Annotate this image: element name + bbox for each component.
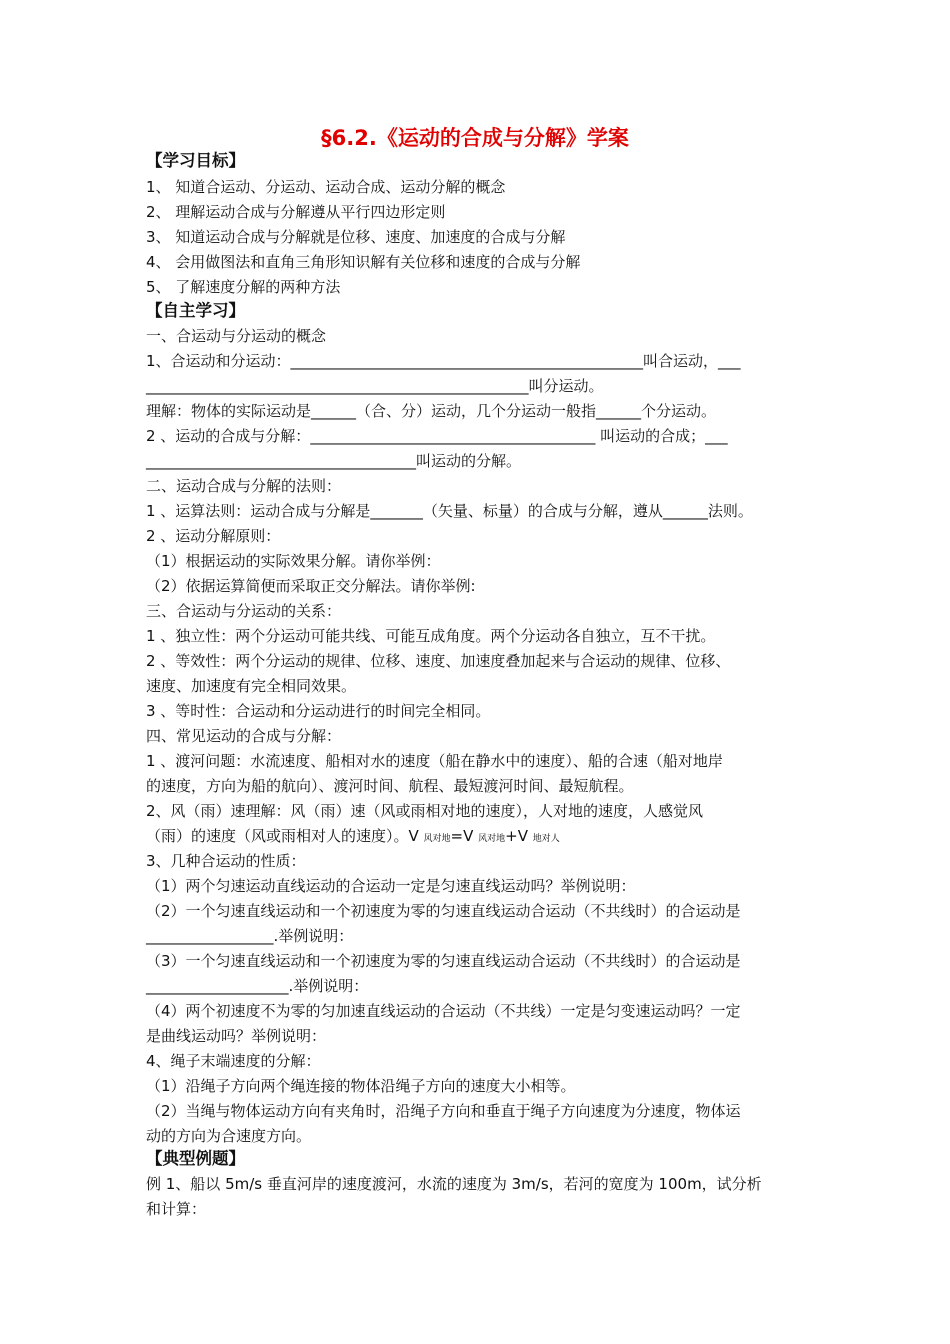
text-line: （1）根据运动的实际效果分解。请你举例： bbox=[146, 552, 441, 570]
objective-item: 1、 知道合运动、分运动、运动合成、运动分解的概念 bbox=[146, 178, 506, 196]
fill-blank-line: 理解：物体的实际运动是______（合、分）运动，几个分运动一般指______个分运动。 bbox=[146, 402, 717, 420]
text-line: 动的方向为合速度方向。 bbox=[146, 1127, 312, 1145]
text-line: （2）依据运算简便而采取正交分解法。请你举例: bbox=[146, 577, 476, 595]
text-line: 四、常见运动的合成与分解： bbox=[146, 727, 342, 745]
formula-part: =V bbox=[450, 827, 479, 845]
text-line: （2）一个匀速直线运动和一个初速度为零的匀速直线运动合运动（不共线时）的合运动是 bbox=[146, 902, 741, 920]
subscript: 地对人 bbox=[532, 834, 560, 844]
text-line: 3 、等时性：合运动和分运动进行的时间完全相同。 bbox=[146, 702, 491, 720]
subscript: 风对地 bbox=[423, 834, 451, 844]
text-line: 2 、等效性：两个分运动的规律、位移、速度、加速度叠加起来与合运动的规律、位移、 bbox=[146, 652, 731, 670]
text-line: （2）当绳与物体运动方向有夹角时，沿绳子方向和垂直于绳子方向速度为分速度，物体运 bbox=[146, 1102, 741, 1120]
text-line: 2 、运动分解原则： bbox=[146, 527, 281, 545]
text-line: （1）沿绳子方向两个绳连接的物体沿绳子方向的速度大小相等。 bbox=[146, 1077, 576, 1095]
text-line: 速度、加速度有完全相同效果。 bbox=[146, 677, 357, 695]
section-heading-self-study: 【自主学习】 bbox=[146, 301, 245, 320]
objective-item: 2、 理解运动合成与分解遵从平行四边形定则 bbox=[146, 203, 446, 221]
text-line: 二、运动合成与分解的法则： bbox=[146, 477, 342, 495]
text-line: （3）一个匀速直线运动和一个初速度为零的匀速直线运动合运动（不共线时）的合运动是 bbox=[146, 952, 741, 970]
fill-blank-line: 1、合运动和分运动：_______________________________________________叫合运动，___ bbox=[146, 352, 741, 370]
text-line: 2、风（雨）速理解：风（雨）速（风或雨相对地的速度），人对地的速度，人感觉风 bbox=[146, 802, 704, 820]
text-line: （1）两个匀速运动直线运动的合运动一定是匀速直线运动吗？举例说明： bbox=[146, 877, 636, 895]
text-line: 的速度，方向为船的航向）、渡河时间、航程、最短渡河时间、最短航程。 bbox=[146, 777, 634, 795]
fill-blank-line: ___________________.举例说明： bbox=[146, 977, 369, 995]
wind-formula-line bbox=[146, 825, 816, 850]
objective-item: 3、 知道运动合成与分解就是位移、速度、加速度的合成与分解 bbox=[146, 228, 566, 246]
text-line: 4、绳子末端速度的分解： bbox=[146, 1052, 321, 1070]
objective-item: 4、 会用做图法和直角三角形知识解有关位移和速度的合成与分解 bbox=[146, 253, 581, 271]
fill-blank-line: ____________________________________叫运动的分解。 bbox=[146, 452, 522, 470]
example-line: 例 1、船以 5m/s 垂直河岸的速度渡河，水流的速度为 3m/s，若河的宽度为 100m，试分析 bbox=[146, 1175, 762, 1193]
example-line: 和计算： bbox=[146, 1200, 207, 1218]
text-line: （4）两个初速度不为零的匀加速直线运动的合运动（不共线）一定是匀变速运动吗？一定 bbox=[146, 1002, 741, 1020]
fill-blank-line: _________________.举例说明： bbox=[146, 927, 354, 945]
text-line: 三、合运动与分运动的关系： bbox=[146, 602, 342, 620]
fill-blank-line: 1 、运算法则：运动合成与分解是_______（矢量、标量）的合成与分解，遵从______法则。 bbox=[146, 502, 753, 520]
text-line: 3、几种合运动的性质： bbox=[146, 852, 306, 870]
text-line: 是曲线运动吗？举例说明： bbox=[146, 1027, 327, 1045]
wind-formula-text: （雨）的速度（风或雨相对人的速度）。V bbox=[146, 827, 424, 845]
fill-blank-line: ___________________________________________________叫分运动。 bbox=[146, 377, 604, 395]
text-line: 一、合运动与分运动的概念 bbox=[146, 327, 327, 345]
page-title: §6.2.《运动的合成与分解》学案 bbox=[321, 126, 629, 150]
subscript: 风对地 bbox=[478, 834, 506, 844]
text-line: 1 、独立性：两个分运动可能共线、可能互成角度。两个分运动各自独立，互不干扰。 bbox=[146, 627, 716, 645]
section-heading-objectives: 【学习目标】 bbox=[146, 151, 245, 170]
section-heading-examples: 【典型例题】 bbox=[146, 1149, 245, 1168]
fill-blank-line: 2 、运动的合成与分解：______________________________________ 叫运动的合成；___ bbox=[146, 427, 728, 445]
text-line: 1 、渡河问题：水流速度、船相对水的速度（船在静水中的速度）、船的合速（船对地岸 bbox=[146, 752, 723, 770]
formula-part: +V bbox=[505, 827, 533, 845]
objective-item: 5、 了解速度分解的两种方法 bbox=[146, 278, 341, 296]
